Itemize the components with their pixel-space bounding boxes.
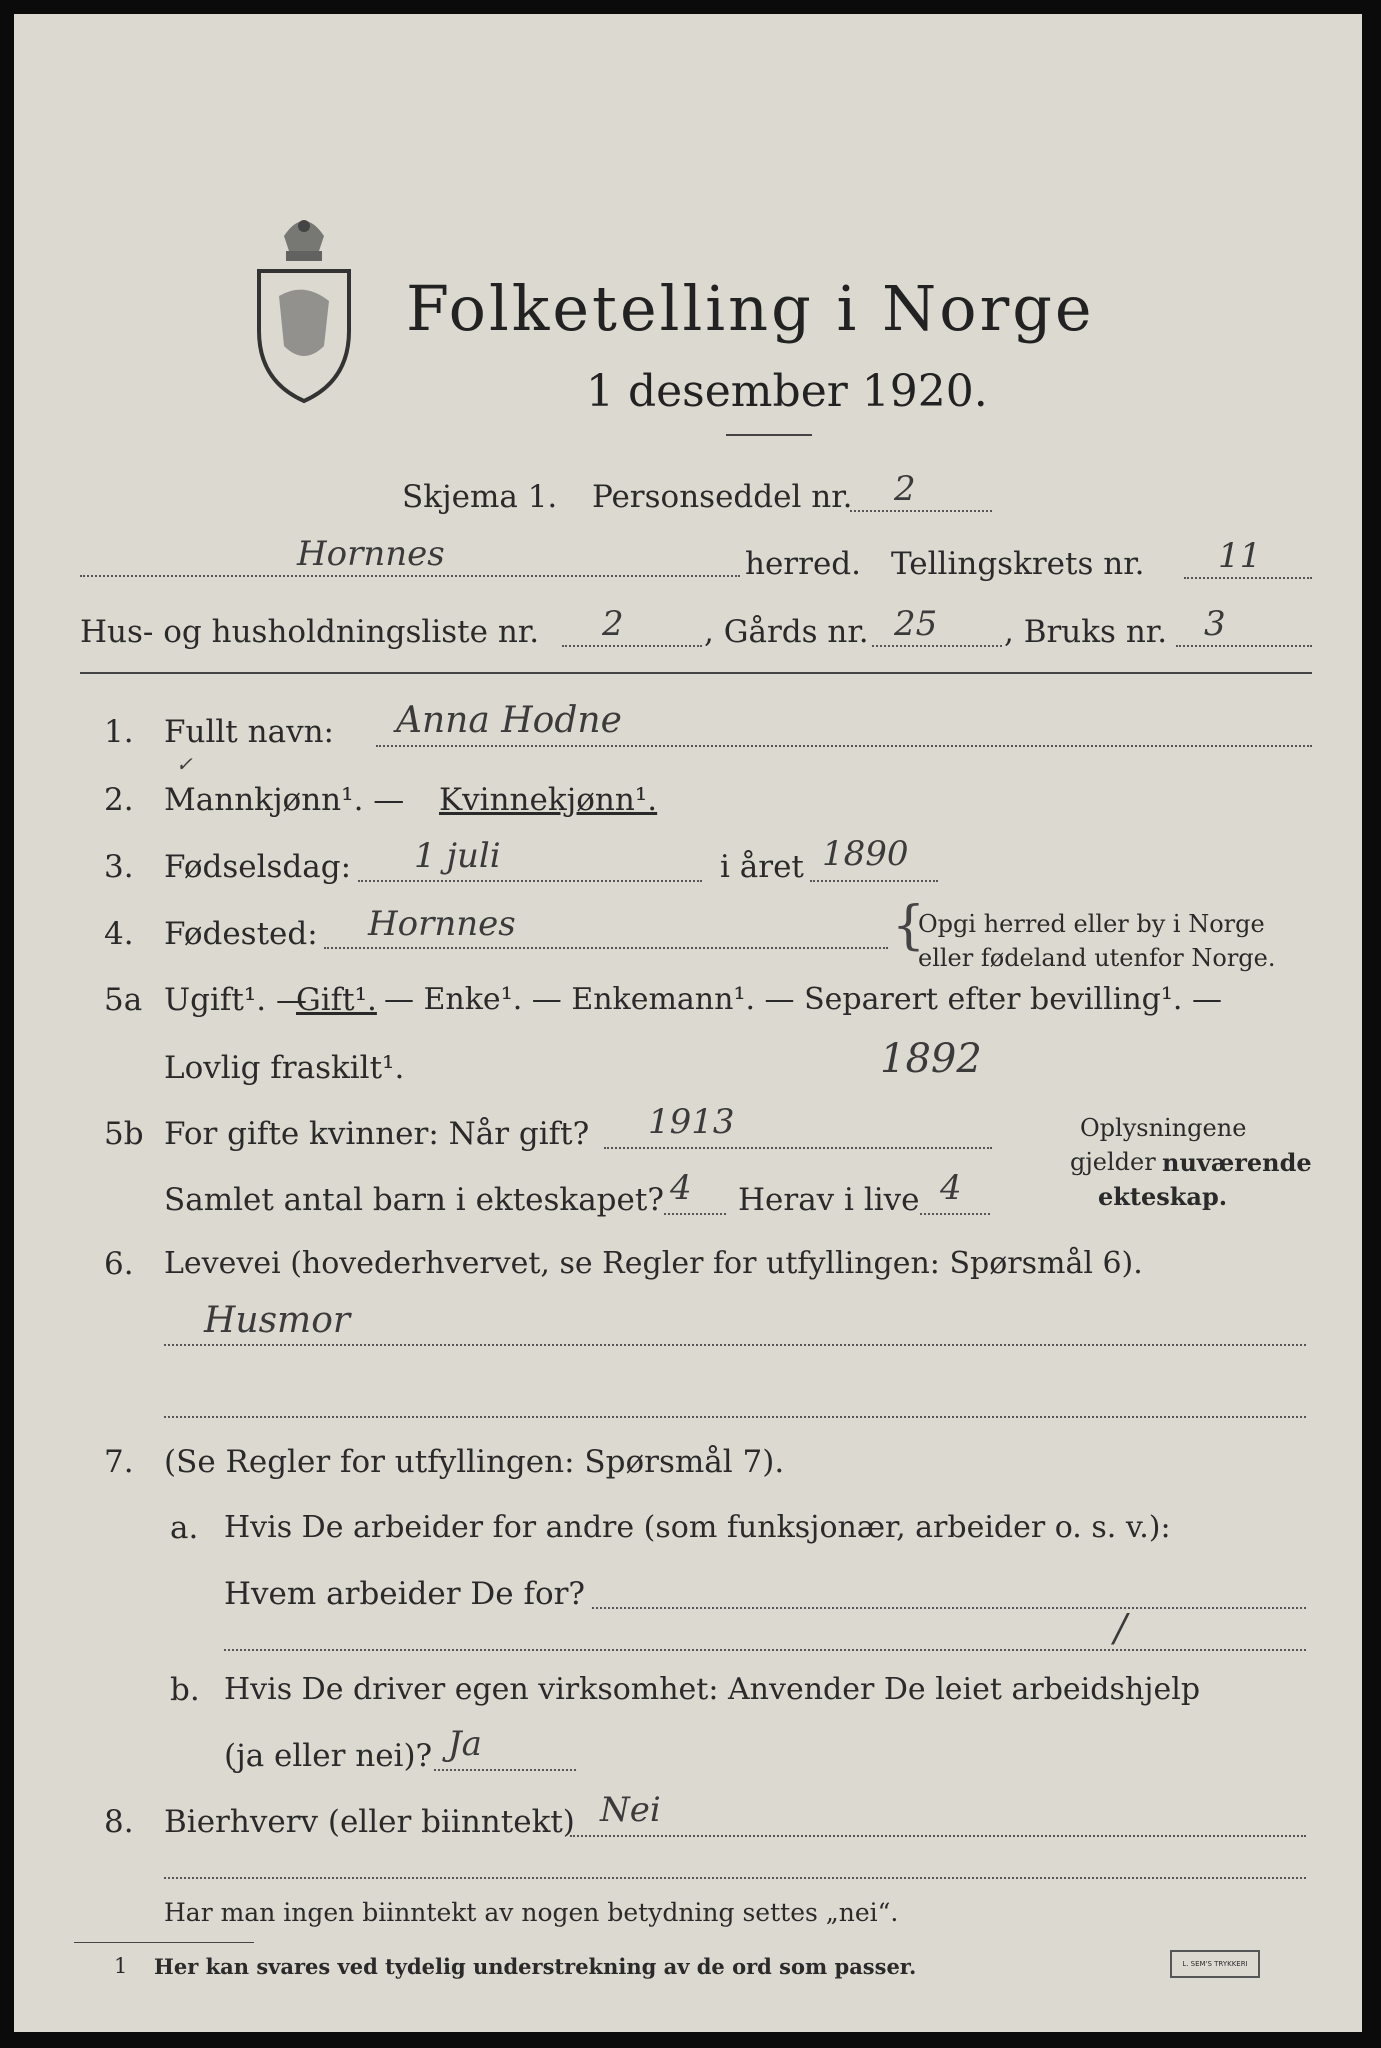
q5b-barn-line <box>664 1213 726 1215</box>
herred-label: herred. <box>745 546 861 582</box>
bruks-label: , Bruks nr. <box>1004 614 1168 650</box>
tellingskrets-line <box>1184 577 1312 579</box>
q4-note-1: Opgi herred eller by i Norge <box>918 910 1265 938</box>
q7a-text: Hvis De arbeider for andre (som funksjonær, arbeider o. s. v.): <box>224 1510 1171 1545</box>
q3-label: Fødselsdag: <box>164 849 352 885</box>
personseddel-value: 2 <box>894 469 916 509</box>
q7b-text: Hvis De driver egen virksomhet: Anvender De leiet arbeidshjelp <box>224 1672 1201 1707</box>
title-divider <box>726 434 812 436</box>
q3-year-line <box>810 880 938 882</box>
printer-stamp <box>1170 1950 1260 1978</box>
footnote-divider <box>74 1942 254 1943</box>
q5b-number: 5b <box>104 1116 144 1152</box>
hus-line <box>562 645 702 647</box>
hus-label: Hus- og husholdningsliste nr. <box>80 614 540 650</box>
q3-line <box>358 880 702 882</box>
q3-number: 3. <box>104 849 134 885</box>
skjema-label: Skjema 1. <box>402 479 558 515</box>
q7a-line-2 <box>224 1649 1306 1651</box>
form-title: Folketelling i Norge <box>406 272 1095 345</box>
q6-line-1 <box>164 1344 1306 1346</box>
q8-line-1 <box>570 1835 1306 1837</box>
q5b-note-2: gjelder <box>1070 1148 1156 1176</box>
q3-year-label: i året <box>720 849 804 885</box>
q6-label: Levevei (hovederhvervet, se Regler for utfyllingen: Spørsmål 6). <box>164 1246 1143 1281</box>
q5b-note-1: Oplysningene <box>1080 1114 1247 1142</box>
header-divider <box>80 672 1312 674</box>
q5a-extra-value: 1892 <box>880 1036 982 1082</box>
q8-label: Bierhverv (eller biinntekt) <box>164 1804 575 1840</box>
q5b-line <box>604 1147 992 1149</box>
q8-number: 8. <box>104 1804 134 1840</box>
q7b-value: Ja <box>448 1724 482 1764</box>
q5b-ilive-value: 4 <box>940 1168 962 1208</box>
q6-number: 6. <box>104 1246 134 1282</box>
bruks-line <box>1176 645 1312 647</box>
q7b-letter: b. <box>170 1672 200 1708</box>
herred-value: Hornnes <box>297 534 445 574</box>
q7a-extra: / <box>1114 1606 1127 1650</box>
q2-mark: ✓ <box>176 752 193 776</box>
census-form-page <box>14 14 1362 2032</box>
q1-value: Anna Hodne <box>396 700 622 741</box>
q2-mann: Mannkjønn¹. — <box>164 782 405 818</box>
q4-brace: { <box>892 896 926 956</box>
gards-label: , Gårds nr. <box>704 614 869 650</box>
gards-value: 25 <box>894 604 938 644</box>
q1-line <box>376 745 1312 747</box>
q4-note-2: eller fødeland utenfor Norge. <box>918 944 1276 972</box>
q7b-question: (ja eller nei)? <box>224 1738 433 1774</box>
q6-line-2 <box>164 1416 1306 1418</box>
q7-label: (Se Regler for utfyllingen: Spørsmål 7). <box>164 1444 785 1480</box>
tellingskrets-label: Tellingskrets nr. <box>891 546 1145 582</box>
q4-line <box>324 947 888 949</box>
q8-line-2 <box>164 1877 1306 1879</box>
tellingskrets-value: 11 <box>1218 536 1262 576</box>
coat-of-arms-icon <box>244 196 364 406</box>
q2-kvinne: Kvinnekjønn¹. <box>439 782 658 818</box>
gards-line <box>872 645 1002 647</box>
q5b-note-bold: nuværende <box>1162 1148 1312 1177</box>
personseddel-line <box>850 510 992 512</box>
q1-number: 1. <box>104 714 134 750</box>
q5a-ugift: Ugift¹. — <box>164 982 307 1018</box>
q5b-ilive-line <box>920 1213 990 1215</box>
q3-value: 1 juli <box>414 836 501 876</box>
q5b-label: For gifte kvinner: Når gift? <box>164 1116 590 1152</box>
q3-year-value: 1890 <box>822 834 909 874</box>
q5a-rest: — Enke¹. — Enkemann¹. — Separert efter bevilling¹. — <box>384 982 1222 1017</box>
footnote-number: 1 <box>114 1954 128 1978</box>
q5b-value: 1913 <box>648 1102 735 1142</box>
herred-line <box>80 575 740 577</box>
footer-note: Har man ingen biinntekt av nogen betydning settes „nei“. <box>164 1898 899 1927</box>
bruks-value: 3 <box>1204 604 1226 644</box>
q6-value: Husmor <box>204 1300 351 1341</box>
q4-number: 4. <box>104 916 134 952</box>
hus-value: 2 <box>602 604 624 644</box>
q7a-line-1 <box>592 1607 1306 1609</box>
q5b-ilive-label: Herav i live <box>738 1182 920 1218</box>
q8-value: Nei <box>600 1790 661 1830</box>
q5b-barn-label: Samlet antal barn i ekteskapet? <box>164 1182 664 1218</box>
q5a-number: 5a <box>104 982 143 1018</box>
q4-value: Hornnes <box>368 904 516 944</box>
q7-number: 7. <box>104 1444 134 1480</box>
q4-label: Fødested: <box>164 916 318 952</box>
footnote-text: Her kan svares ved tydelig understrekning av de ord som passer. <box>154 1954 917 1979</box>
q1-label: Fullt navn: <box>164 714 334 750</box>
q5a-line2: Lovlig fraskilt¹. <box>164 1050 405 1086</box>
personseddel-label: Personseddel nr. <box>592 479 853 515</box>
q5b-barn-value: 4 <box>670 1168 692 1208</box>
q5a-gift: Gift¹. <box>296 982 377 1018</box>
q2-number: 2. <box>104 782 134 818</box>
q7a-letter: a. <box>170 1510 199 1546</box>
q5b-note-3: ekteskap. <box>1098 1182 1228 1211</box>
q7a-question: Hvem arbeider De for? <box>224 1576 586 1612</box>
printer-stamp-text: L. SEM'S TRYKKERI <box>1182 1960 1248 1968</box>
q7b-line <box>434 1769 576 1771</box>
form-subtitle: 1 desember 1920. <box>586 366 988 417</box>
